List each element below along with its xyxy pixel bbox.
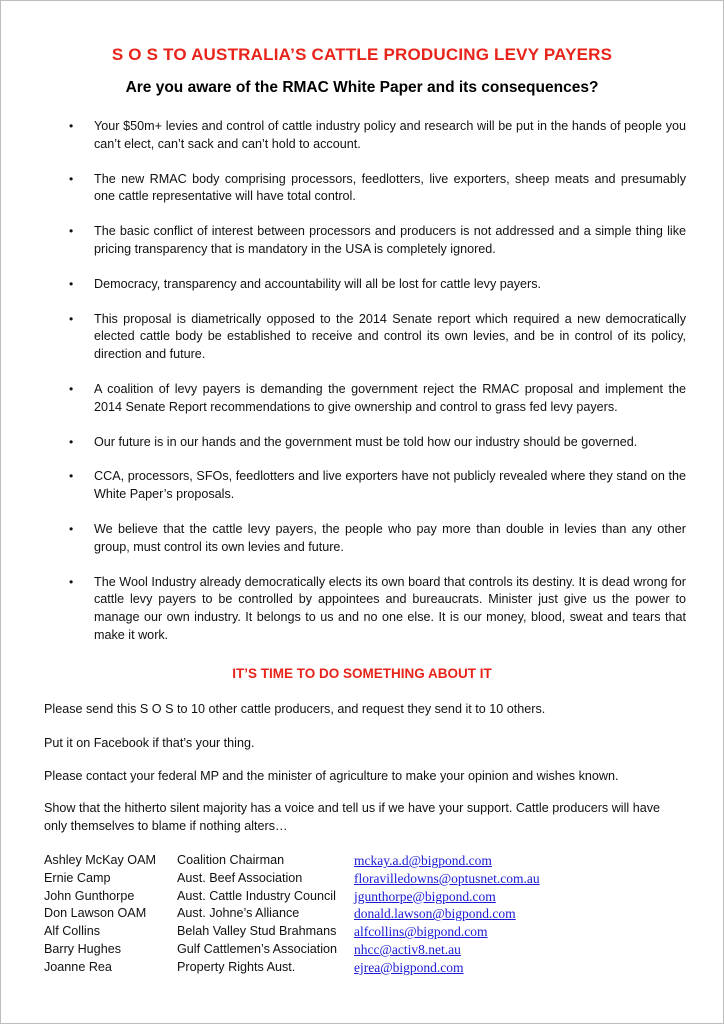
contact-name: Don Lawson OAM — [44, 906, 147, 921]
bullet-item — [67, 311, 686, 364]
bullet-icon: • — [69, 574, 74, 589]
bullet-item — [67, 223, 686, 259]
bullet-icon: • — [69, 521, 74, 536]
call-to-action-heading: IT’S TIME TO DO SOMETHING ABOUT IT — [232, 666, 492, 681]
bullet-icon: • — [69, 381, 74, 396]
bullet-text: A coalition of levy payers is demanding the government reject the RMAC proposal and implement the 2014 Senate Report recommendations to give ownership and control to grass fed levy payers. — [94, 381, 686, 414]
bullet-item — [67, 118, 686, 154]
bullet-item — [67, 381, 686, 417]
contact-organisation: Property Rights Aust. — [177, 959, 296, 974]
contact-organisation: Aust. Johne’s Alliance — [177, 906, 300, 921]
bullet-text: We believe that the cattle levy payers, the people who pay more than double in levies than any other group, must control its own levies and future. — [94, 521, 686, 554]
contact-name: Alf Collins — [44, 924, 100, 939]
bullet-text: The Wool Industry already democratically elects its own board that controls its destiny. It is dead wrong for cattle levy payers to be controlled by appointees and bureaucrats. Minister just give us the power to manage our own industry. It belongs to us and no one else. It is our money, blood, sweat and tears that make it work. — [94, 574, 686, 642]
document-subtitle: Are you aware of the RMAC White Paper and its consequences? — [125, 79, 599, 96]
contact-email-link[interactable]: mckay.a.d@bigpond.com — [354, 853, 492, 868]
bullet-item — [67, 434, 686, 452]
contact-name: John Gunthorpe — [44, 888, 135, 903]
contact-email-link[interactable]: ejrea@bigpond.com — [354, 959, 464, 975]
contact-row — [44, 959, 540, 977]
paragraph-contact-mp: Please contact your federal MP and the minister of agriculture to make your opinion and wishes known. — [44, 769, 619, 783]
document-page — [1, 1, 723, 1023]
document-title: S O S TO AUSTRALIA’S CATTLE PRODUCING LEVY PAYERS — [111, 45, 613, 64]
bullet-icon: • — [69, 171, 74, 186]
contact-row — [44, 852, 540, 870]
bullet-icon: • — [69, 469, 74, 484]
bullet-list — [67, 118, 686, 662]
contact-row — [44, 870, 540, 888]
paragraph-silent-majority: Show that the hitherto silent majority has a voice and tell us if we have your support. Cattle producers will have only themselves to blame if nothing alters… — [44, 801, 661, 833]
contact-name: Ashley McKay OAM — [44, 853, 156, 867]
bullet-icon: • — [69, 276, 74, 291]
bullet-text: Democracy, transparency and accountability will all be lost for cattle levy payers. — [94, 276, 542, 291]
contact-organisation: Aust. Beef Association — [177, 870, 303, 885]
contact-email-link[interactable]: floravilledowns@optusnet.com.au — [354, 870, 540, 886]
contact-organisation: Belah Valley Stud Brahmans — [177, 924, 337, 939]
bullet-icon: • — [69, 311, 74, 326]
contact-organisation: Aust. Cattle Industry Council — [177, 888, 336, 903]
bullet-item — [67, 468, 686, 504]
bullet-item — [67, 521, 686, 557]
bullet-icon: • — [69, 434, 74, 449]
bullet-item — [67, 171, 686, 207]
bullet-item — [67, 276, 686, 294]
contact-name: Joanne Rea — [44, 959, 112, 974]
contact-email-link[interactable]: alfcollins@bigpond.com — [354, 924, 488, 940]
contact-organisation: Coalition Chairman — [177, 853, 285, 867]
contact-name: Ernie Camp — [44, 870, 111, 885]
bullet-text: The new RMAC body comprising processors, feedlotters, live exporters, sheep meats and presumably one cattle representative will have total control. — [94, 171, 686, 204]
contact-name: Barry Hughes — [44, 941, 121, 956]
bullet-text: This proposal is diametrically opposed to the 2014 Senate report which required a new democratically elected cattle body be established to receive and control its own levies, and be in control of its policy, direction and future. — [94, 311, 686, 362]
bullet-icon: • — [69, 224, 74, 239]
bullet-icon: • — [69, 119, 74, 133]
contact-row — [44, 941, 540, 959]
bullet-text: CCA, processors, SFOs, feedlotters and live exporters have not publicly revealed where they stand on the White Paper’s proposals. — [94, 469, 686, 502]
bullet-text: Our future is in our hands and the government must be told how our industry should be governed. — [94, 434, 638, 449]
bullet-text: The basic conflict of interest between processors and producers is not addressed and a simple thing like pricing transparency that is mandatory in the USA is completely ignored. — [94, 224, 686, 256]
contact-organisation: Gulf Cattlemen’s Association — [177, 941, 338, 956]
contact-row — [44, 923, 540, 941]
contact-row — [44, 905, 540, 923]
bullet-text: Your $50m+ levies and control of cattle industry policy and research will be put in the hands of people you can’t elect, can’t sack and can’t hold to account. — [94, 119, 686, 151]
contact-row — [44, 888, 540, 906]
contacts-table — [44, 852, 540, 977]
paragraph-send-sos: Please send this S O S to 10 other cattle producers, and request they send it to 10 others. — [44, 702, 546, 716]
contact-email-link[interactable]: nhcc@activ8.net.au — [354, 941, 461, 957]
bullet-item — [67, 574, 686, 645]
contact-email-link[interactable]: jgunthorpe@bigpond.com — [354, 888, 496, 904]
paragraph-facebook: Put it on Facebook if that’s your thing. — [44, 736, 255, 750]
contact-email-link[interactable]: donald.lawson@bigpond.com — [354, 906, 516, 922]
